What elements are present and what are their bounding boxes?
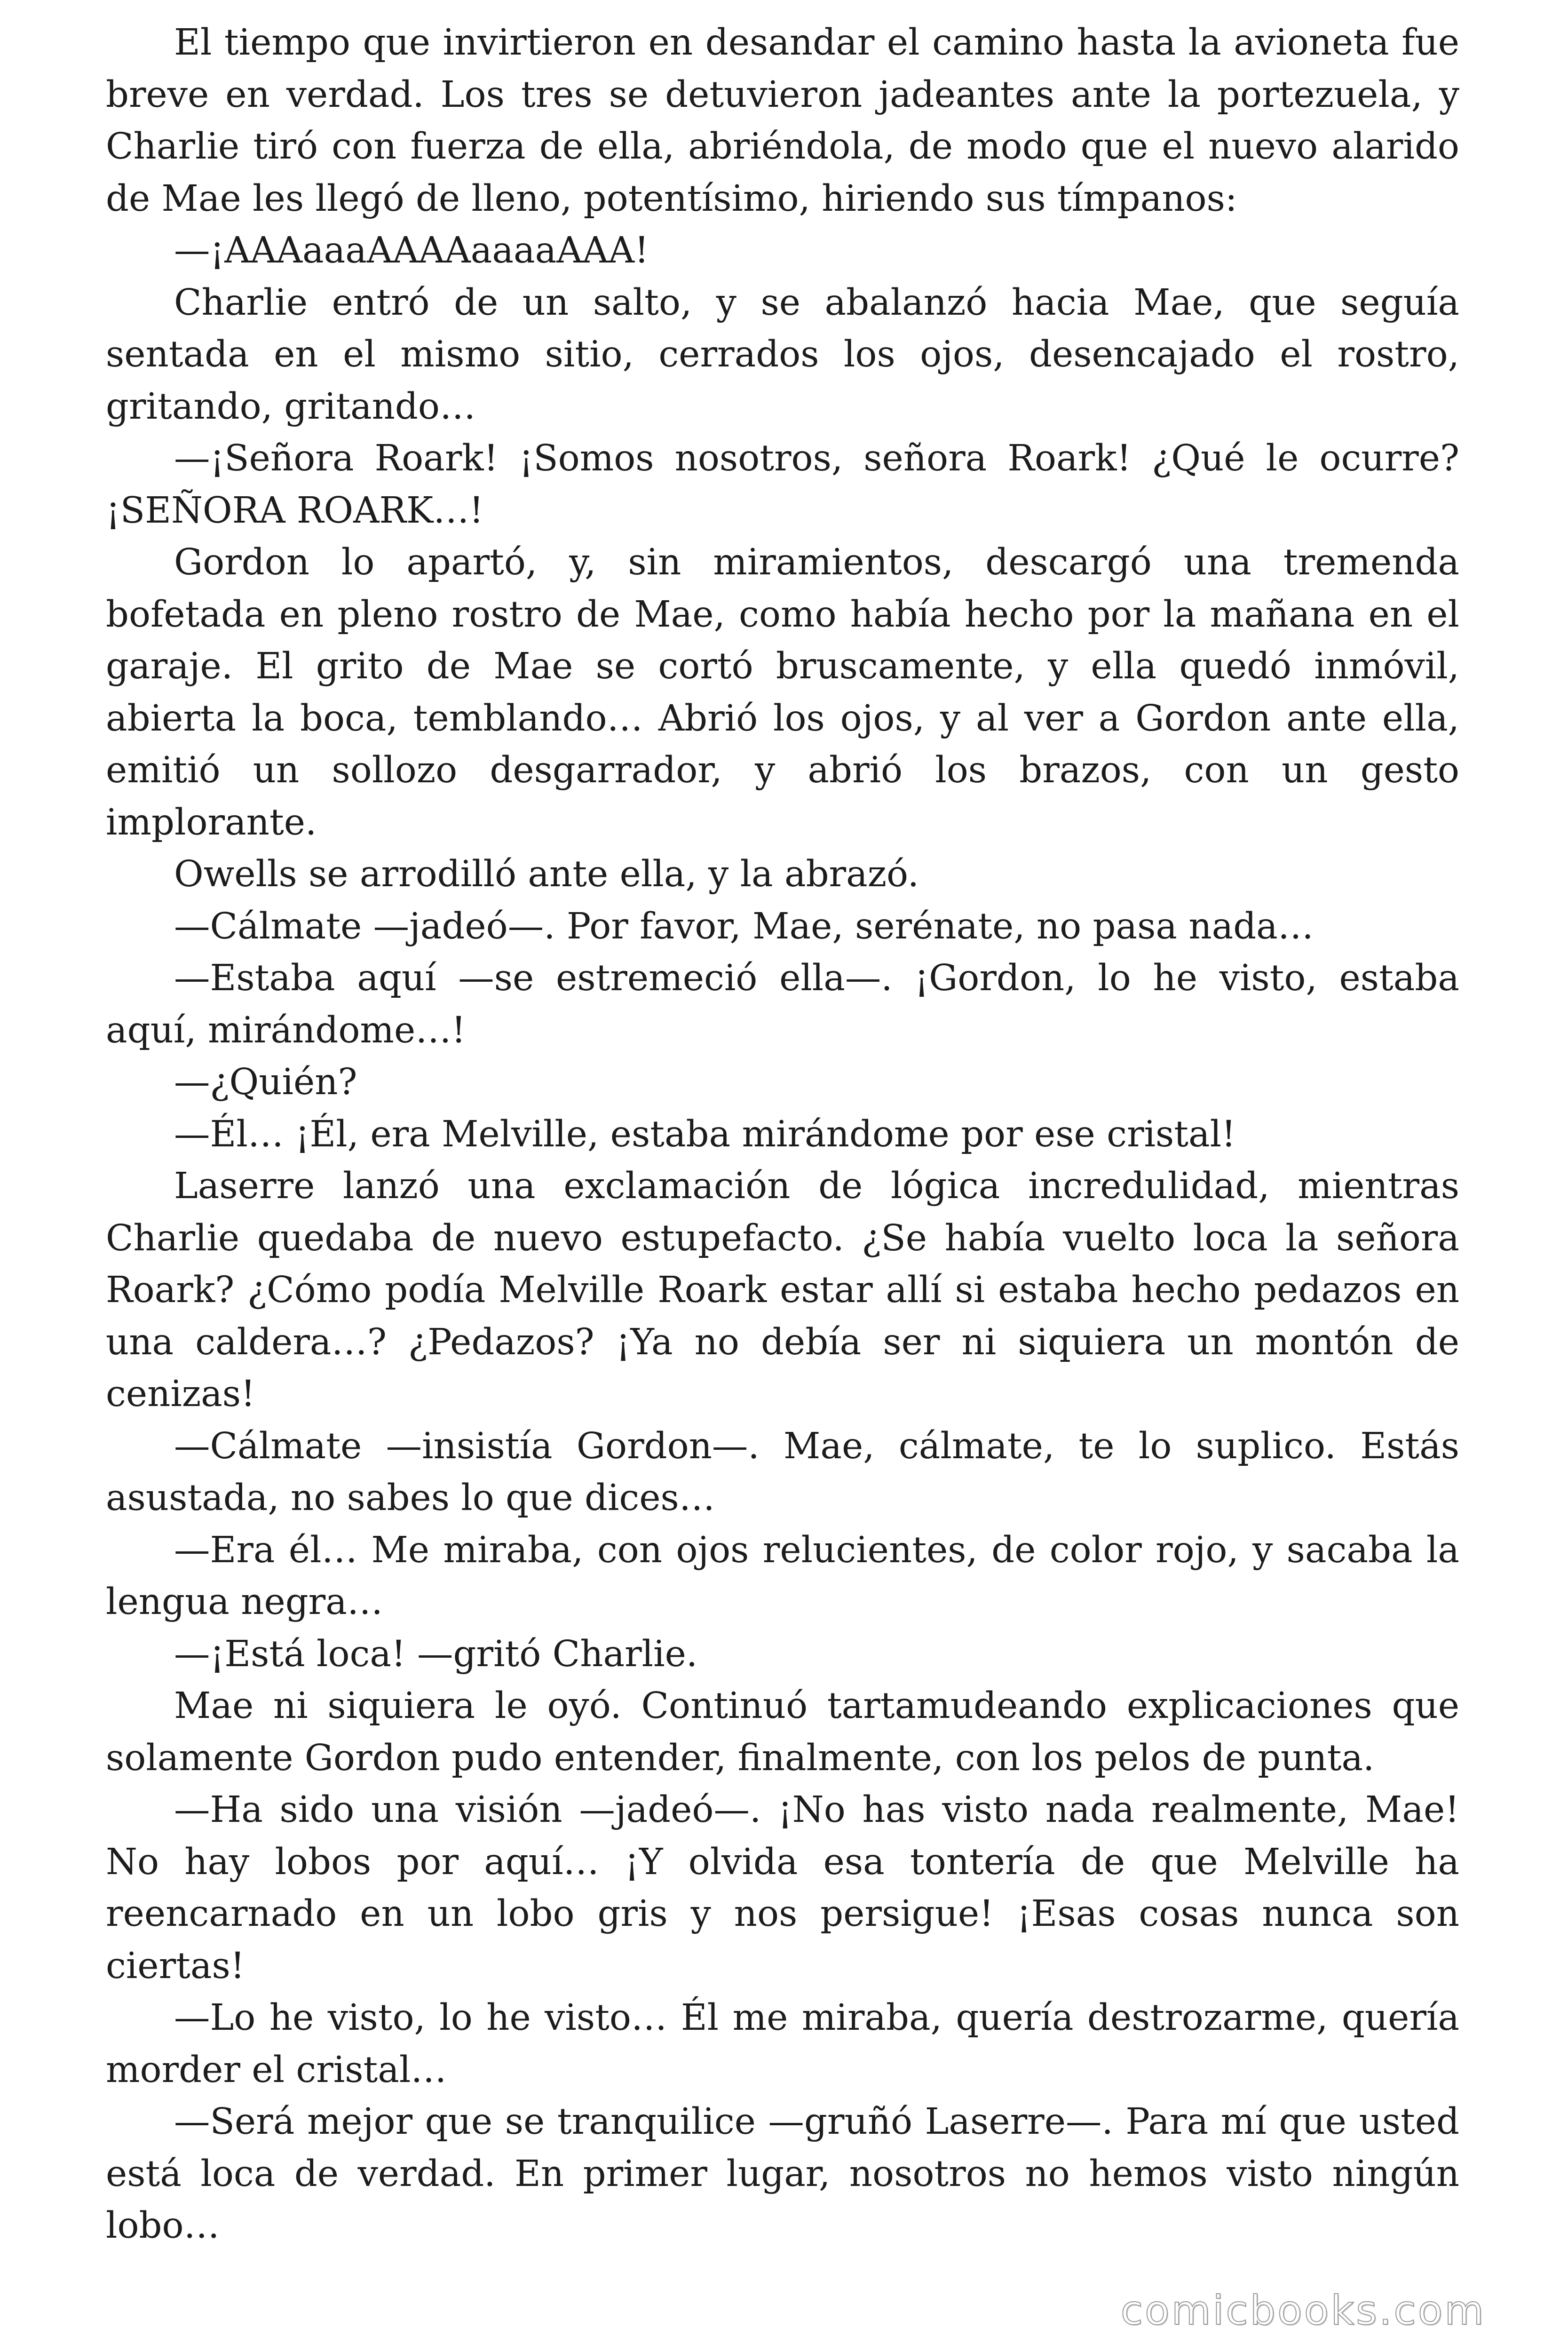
paragraph: Owells se arrodilló ante ella, y la abrazó.	[174, 853, 919, 895]
page-text	[106, 17, 1459, 2252]
watermark: comicbooks.com	[1120, 2287, 1486, 2334]
paragraph: —¡AAAaaaAAAAaaaaAAA!	[174, 230, 649, 271]
paragraph: —Será mejor que se tranquilice —gruñó Laserre—. Para mí que usted está loca de verdad. En primer lugar, nosotros no hemos visto ningún lobo…	[106, 2101, 1459, 2247]
paragraph: —¡Señora Roark! ¡Somos nosotros, señora Roark! ¿Qué le ocurre? ¡SEÑORA ROARK…!	[106, 437, 1459, 532]
paragraph: —Era él… Me miraba, con ojos relucientes, de color rojo, y sacaba la lengua negra…	[106, 1529, 1459, 1623]
paragraph: —¿Quién?	[174, 1061, 357, 1103]
paragraph: —Él… ¡Él, era Melville, estaba mirándome por ese cristal!	[174, 1113, 1236, 1155]
paragraph: Laserre lanzó una exclamación de lógica incredulidad, mientras Charlie quedaba de nuevo estupefacto. ¿Se había vuelto loca la señora Roark? ¿Cómo podía Melville Roark estar allí si estaba hecho pedazos en una caldera…? ¿Pedazos? ¡Ya no debía ser ni siquiera un montón de cenizas!	[106, 1165, 1459, 1415]
paragraph: —Lo he visto, lo he visto… Él me miraba, quería destrozarme, quería morder el cristal…	[106, 1997, 1459, 2091]
paragraph: —Cálmate —jadeó—. Por favor, Mae, serénate, no pasa nada…	[174, 905, 1314, 947]
paragraph: El tiempo que invirtieron en desandar el camino hasta la avioneta fue breve en verdad. Los tres se detuvieron jadeantes ante la portezuela, y Charlie tiró con fuerza de ella, abriéndola, de modo que el nuevo alarido de Mae les llegó de lleno, potentísimo, hiriendo sus tímpanos:	[106, 22, 1459, 220]
paragraph: Mae ni siquiera le oyó. Continuó tartamudeando explicaciones que solamente Gordon pudo entender, finalmente, con los pelos de punta.	[106, 1685, 1459, 1779]
paragraph: —Ha sido una visión —jadeó—. ¡No has visto nada realmente, Mae! No hay lobos por aquí… ¡Y olvida esa tontería de que Melville ha reencarnado en un lobo gris y nos persigue! ¡Esas cosas nunca son ciertas!	[106, 1789, 1459, 1987]
paragraph: Gordon lo apartó, y, sin miramientos, descargó una tremenda bofetada en pleno rostro de Mae, como había hecho por la mañana en el garaje. El grito de Mae se cortó bruscamente, y ella quedó inmóvil, abierta la boca, temblando… Abrió los ojos, y al ver a Gordon ante ella, emitió un sollozo desgarrador, y abrió los brazos, con un gesto implorante.	[106, 541, 1459, 843]
paragraph: —Estaba aquí —se estremeció ella—. ¡Gordon, lo he visto, estaba aquí, mirándome…!	[106, 957, 1459, 1051]
paragraph: —¡Está loca! —gritó Charlie.	[174, 1633, 698, 1675]
paragraph: —Cálmate —insistía Gordon—. Mae, cálmate, te lo suplico. Estás asustada, no sabes lo que dices…	[106, 1425, 1459, 1519]
paragraph: Charlie entró de un salto, y se abalanzó hacia Mae, que seguía sentada en el mismo sitio, cerrados los ojos, desencajado el rostro, gritando, gritando…	[106, 281, 1459, 428]
